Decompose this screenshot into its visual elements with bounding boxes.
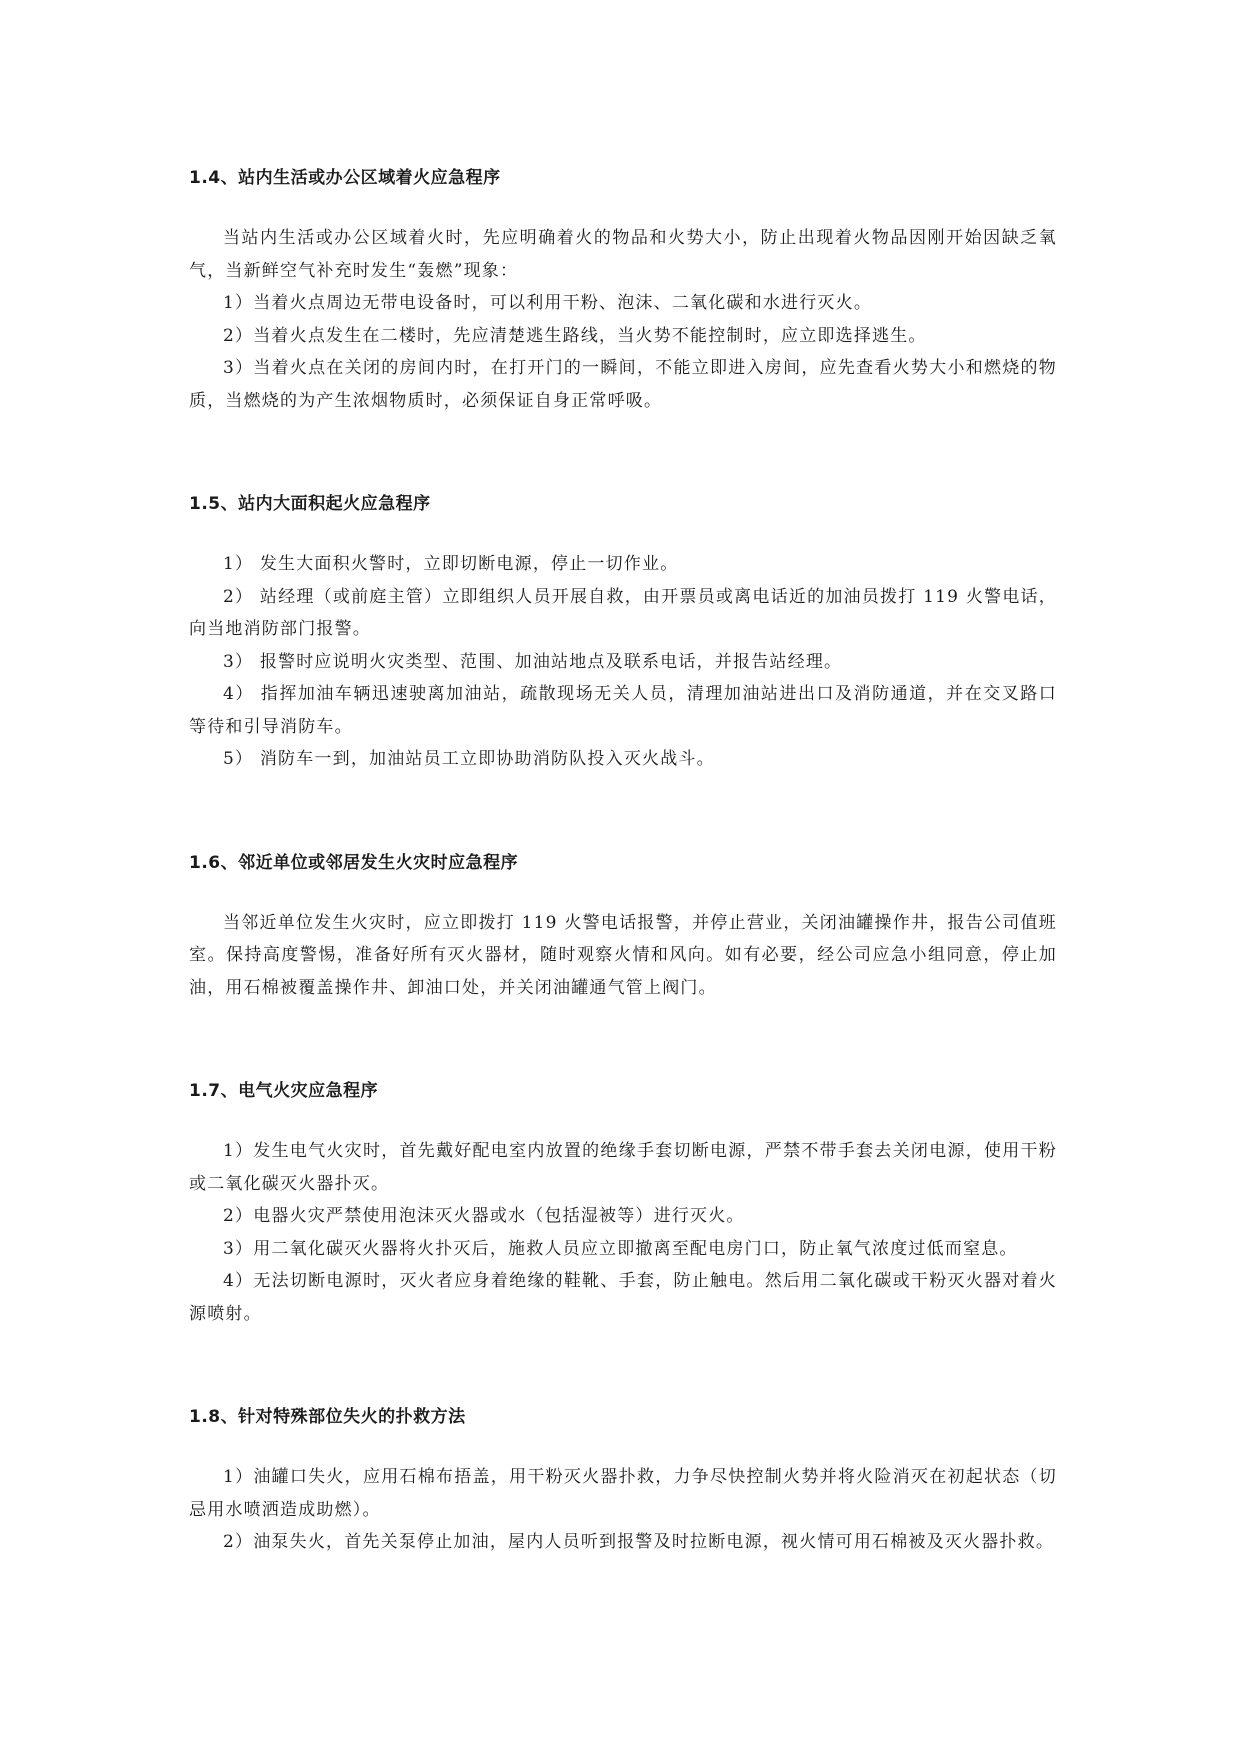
section-spacer xyxy=(189,417,1057,489)
section-heading: 1.4、站内生活或办公区域着火应急程序 xyxy=(189,168,501,188)
paragraph: 2）当着火点发生在二楼时，先应清楚逃生路线，当火势不能控制时，应立即选择逃生。 xyxy=(223,325,927,346)
section-heading: 1.8、针对特殊部位失火的扑救方法 xyxy=(189,1407,466,1427)
section-spacer xyxy=(189,776,1057,848)
paragraph: 4） 指挥加油车辆迅速驶离加油站，疏散现场无关人员，清理加油站进出口及消防通道，并在交叉路口等待和引导消防车。 xyxy=(189,684,1057,737)
paragraph: 4）无法切断电源时，灭火者应身着绝缘的鞋靴、手套，防止触电。然后用二氧化碳或干粉灭火器对着火源喷射。 xyxy=(189,1271,1057,1324)
paragraph: 1）发生电气火灾时，首先戴好配电室内放置的绝缘手套切断电源，严禁不带手套去关闭电源，使用干粉或二氧化碳灭火器扑灭。 xyxy=(189,1141,1057,1194)
section-1-8 xyxy=(189,1402,1057,1559)
section-1-4 xyxy=(189,163,1057,417)
paragraph: 3）当着火点在关闭的房间内时，在打开门的一瞬间，不能立即进入房间，应先查看火势大小和燃烧的物质，当燃烧的为产生浓烟物质时，必须保证自身正常呼吸。 xyxy=(189,358,1057,411)
paragraph: 当邻近单位发生火灾时，应立即拨打 119 火警电话报警，并停止营业，关闭油罐操作井，报告公司值班室。保持高度警惕，准备好所有灭火器材，随时观察火情和风向。如有必要，经公司应急小组同意，停止加油，用石棉被覆盖操作井、卸油口处，并关闭油罐通气管上阀门。 xyxy=(189,912,1057,998)
document-body xyxy=(189,163,1057,1559)
section-heading: 1.6、邻近单位或邻居发生火灾时应急程序 xyxy=(189,852,519,873)
section-1-7 xyxy=(189,1076,1057,1330)
section-spacer xyxy=(189,1330,1057,1402)
section-1-6 xyxy=(189,848,1057,1005)
paragraph: 2） 站经理（或前庭主管）立即组织人员开展自救，由开票员或离电话近的加油员拨打 119 火警电话，向当地消防部门报警。 xyxy=(189,586,1057,639)
paragraph: 3） 报警时应说明火灾类型、范围、加油站地点及联系电话，并报告站经理。 xyxy=(223,651,843,672)
section-heading: 1.5、站内大面积起火应急程序 xyxy=(189,494,431,514)
paragraph: 1）油罐口失火，应用石棉布捂盖，用干粉灭火器扑救，力争尽快控制火势并将火险消灭在初起状态（切忌用水喷洒造成助燃）。 xyxy=(189,1467,1057,1520)
paragraph: 1）当着火点周边无带电设备时，可以利用干粉、泡沫、二氧化碳和水进行灭火。 xyxy=(223,293,873,313)
section-spacer xyxy=(189,1004,1057,1076)
section-1-5 xyxy=(189,489,1057,776)
paragraph: 3）用二氧化碳灭火器将火扑灭后，施救人员应立即撤离至配电房门口，防止氧气浓度过低而窒息。 xyxy=(223,1238,1018,1259)
paragraph: 当站内生活或办公区域着火时，先应明确着火的物品和火势大小，防止出现着火物品因刚开始因缺乏氧气，当新鲜空气补充时发生“轰燃”现象： xyxy=(189,228,1057,281)
paragraph: 5） 消防车一到，加油站员工立即协助消防队投入灭火战斗。 xyxy=(223,749,715,769)
paragraph: 1） 发生大面积火警时，立即切断电源，停止一切作业。 xyxy=(223,554,679,574)
paragraph: 2）油泵失火，首先关泵停止加油，屋内人员听到报警及时拉断电源，视火情可用石棉被及灭火器扑救。 xyxy=(223,1532,1055,1552)
paragraph: 2）电器火灾严禁使用泡沫灭火器或水（包括湿被等）进行灭火。 xyxy=(223,1206,745,1226)
section-heading: 1.7、电气火灾应急程序 xyxy=(189,1081,379,1101)
